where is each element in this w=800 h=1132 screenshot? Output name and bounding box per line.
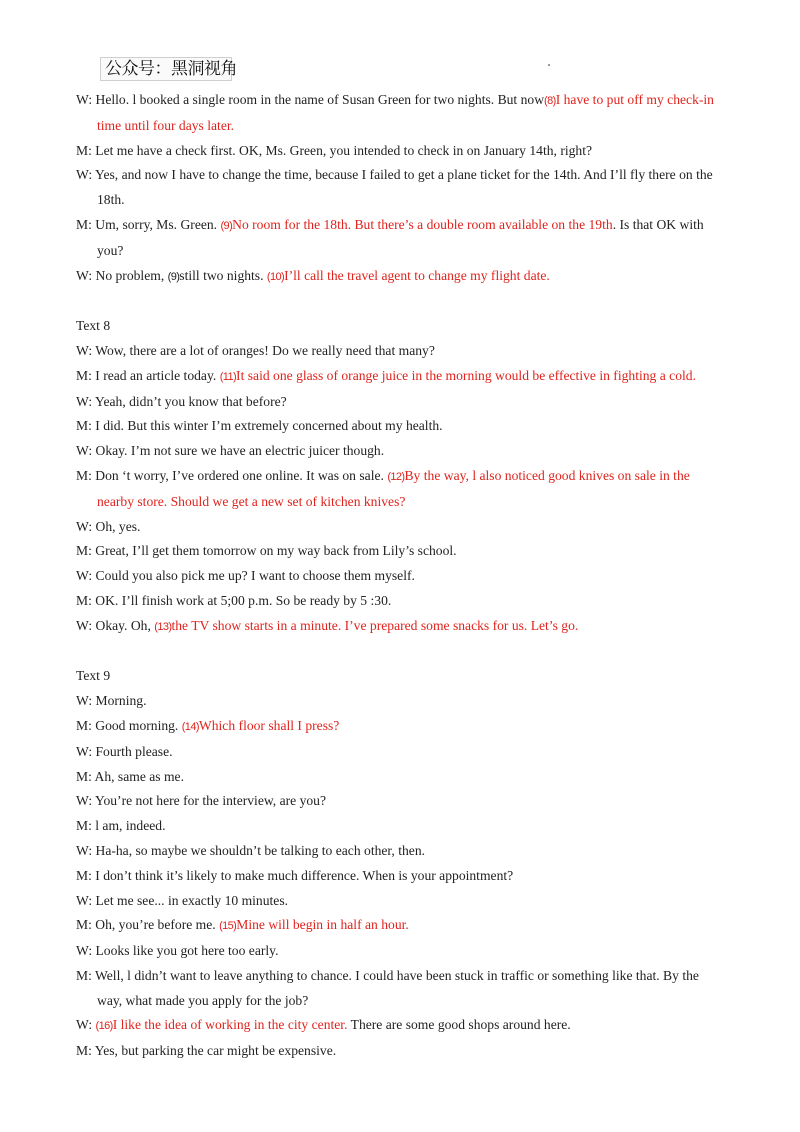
dialogue-line <box>76 913 724 939</box>
dialogue-line <box>76 213 724 264</box>
dialogue-line <box>76 964 724 1014</box>
heading-text-8: Text 8 <box>76 318 111 334</box>
dialogue-line <box>76 864 724 889</box>
section-text-8 <box>76 339 724 640</box>
answer-highlight: Which floor shall I press? <box>198 717 340 733</box>
answer-highlight: the TV show starts in a minute. I’ve prepared some snacks for us. Let’s go. <box>171 617 579 633</box>
dialogue-line <box>76 564 724 589</box>
line-text: W: Morning. <box>76 693 147 709</box>
dialogue-line <box>76 464 724 515</box>
dialogue-line <box>76 163 724 213</box>
line-text: W: Hello. l booked a single room in the name of Susan Green for two nights. But now <box>76 92 545 107</box>
line-text: M: Ah, same as me. <box>76 768 184 784</box>
line-text: W: Looks like you got here too early. <box>76 943 279 959</box>
question-number: (13) <box>154 620 172 633</box>
dialogue-line <box>76 88 724 139</box>
dialogue-line <box>76 515 724 540</box>
line-text: M: Well, l didn’t want to leave anything to chance. I could have been stuck in traffic or something like that. By the way, what made you apply for the job? <box>76 967 699 1008</box>
dialogue-line <box>76 439 724 464</box>
line-text: W: <box>76 1017 96 1033</box>
dialogue-line <box>76 939 724 964</box>
section-text-9 <box>76 689 724 1064</box>
transcript-page <box>76 88 724 1064</box>
dialogue-line <box>76 414 724 439</box>
line-text: M: OK. I’ll finish work at 5;00 p.m. So be ready by 5 :30. <box>76 592 392 608</box>
line-text: W: Yes, and now I have to change the time, because I failed to get a plane ticket for the 14th. And I’ll fly there on the 18th. <box>76 167 713 208</box>
line-text: M: I read an article today. <box>76 367 220 383</box>
dialogue-line <box>76 889 724 914</box>
dialogue-line <box>76 364 724 390</box>
line-text: W: Okay. Oh, <box>76 617 155 633</box>
question-number: (9) <box>167 270 180 283</box>
answer-highlight: Mine will begin in half an hour. <box>236 917 409 933</box>
question-number: (11) <box>219 370 237 383</box>
answer-highlight: By the way, l also noticed good knives on sale in the nearby store. Should we get a new set of kitchen knives? <box>97 467 690 509</box>
dialogue-line <box>76 789 724 814</box>
line-text: W: No problem, <box>76 267 168 283</box>
question-number: (15) <box>219 920 237 933</box>
line-text: . Is that OK with you? <box>97 216 704 258</box>
dialogue-line <box>76 839 724 864</box>
line-text: M: Um, sorry, Ms. Green. <box>76 216 221 232</box>
line-text: W: Ha-ha, so maybe we shouldn’t be talking to each other, then. <box>76 842 426 858</box>
question-number: (12) <box>387 470 405 483</box>
line-text: M: Yes, but parking the car might be expensive. <box>76 1043 337 1059</box>
dialogue-line <box>76 539 724 564</box>
line-text: W: Okay. I’m not sure we have an electric juicer though. <box>76 443 385 459</box>
dialogue-line <box>76 1039 724 1064</box>
dialogue-line <box>76 1013 724 1039</box>
line-text: M: Great, I’ll get them tomorrow on my way back from Lily’s school. <box>76 543 457 559</box>
line-text: M: I did. But this winter I’m extremely concerned about my health. <box>76 418 443 434</box>
dialogue-line <box>76 614 724 640</box>
answer-highlight: I have to put off my check-in time until four days later. <box>97 92 714 133</box>
question-number: (16) <box>95 1020 113 1033</box>
dialogue-line <box>76 765 724 790</box>
question-number: (9) <box>220 219 233 232</box>
line-text: W: Could you also pick me up? I want to choose them myself. <box>76 568 415 584</box>
line-text: W: You’re not here for the interview, are you? <box>76 793 327 809</box>
question-number: (14) <box>181 720 199 733</box>
dialogue-line <box>76 814 724 839</box>
dialogue-line <box>76 339 724 364</box>
dialogue-line <box>76 589 724 614</box>
line-text: M: Good morning. <box>76 717 182 733</box>
dialogue-line <box>76 264 724 290</box>
answer-highlight: I’ll call the travel agent to change my flight date. <box>284 267 550 283</box>
line-text: W: Let me see... in exactly 10 minutes. <box>76 892 289 908</box>
dialogue-line <box>76 139 724 164</box>
line-text: still two nights. <box>179 267 267 283</box>
line-text: M: Let me have a check first. OK, Ms. Green, you intended to check in on January 14th, right? <box>76 142 593 158</box>
question-number: (10) <box>266 270 285 283</box>
section-text-7-continued <box>76 88 724 289</box>
dialogue-line <box>76 714 724 740</box>
answer-highlight: No room for the 18th. But there’s a double room available on the 19th <box>232 216 613 232</box>
heading-text-9: Text 9 <box>76 668 111 684</box>
line-text: M: Don ‘t worry, I’ve ordered one online. It was on sale. <box>76 467 388 483</box>
line-text: W: Fourth please. <box>76 743 173 759</box>
line-text: M: l am, indeed. <box>76 818 166 834</box>
answer-highlight: It said one glass of orange juice in the morning would be effective in fighting a cold. <box>236 367 696 383</box>
dialogue-line <box>76 689 724 714</box>
line-text: M: I don’t think it’s likely to make much difference. When is your appointment? <box>76 867 514 883</box>
watermark-logo: 公众号：黑洞视角 <box>100 57 232 81</box>
speck <box>548 64 550 66</box>
line-text: There are some good shops around here. <box>347 1017 571 1033</box>
dialogue-line <box>76 390 724 415</box>
dialogue-line <box>76 740 724 765</box>
question-number: (8) <box>544 95 556 107</box>
line-text: W: Wow, there are a lot of oranges! Do we really need that many? <box>76 342 435 358</box>
line-text: W: Oh, yes. <box>76 518 141 534</box>
answer-highlight: I like the idea of working in the city center. <box>112 1017 348 1033</box>
line-text: W: Yeah, didn’t you know that before? <box>76 393 287 409</box>
line-text: M: Oh, you’re before me. <box>76 917 220 933</box>
